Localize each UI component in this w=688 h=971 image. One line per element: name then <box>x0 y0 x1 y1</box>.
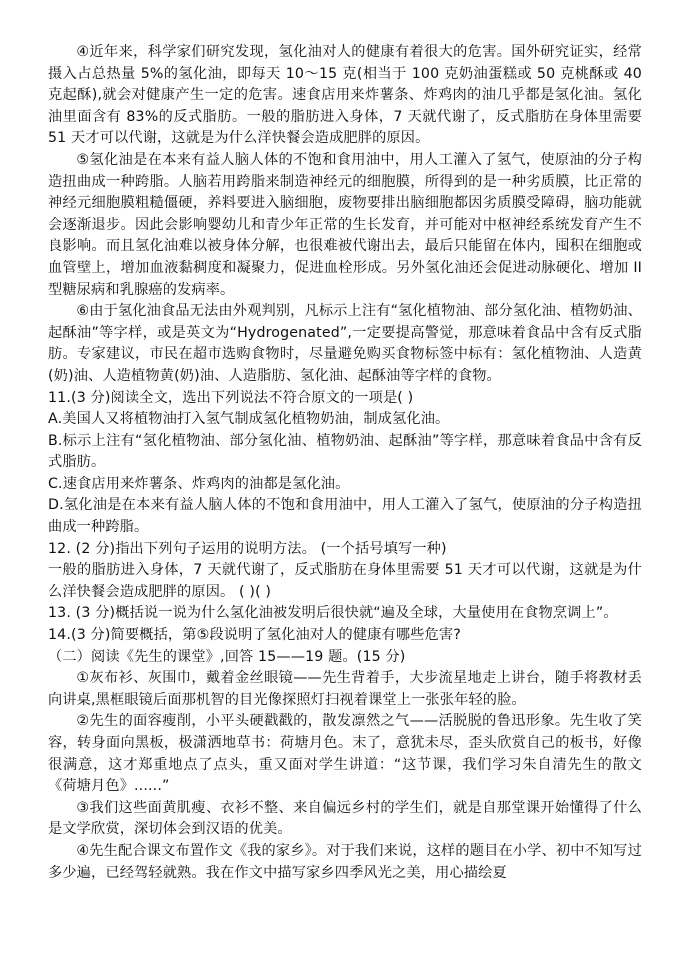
question-12: 12. (2 分)指出下列句子运用的说明方法。 (一个括号填写一种) <box>48 540 447 557</box>
section-2-heading: （二）阅读《先生的课堂》,回答 15——19 题。(15 分) <box>48 648 406 665</box>
story-paragraph-3: ③我们这些面黄肌瘦、衣衫不整、来自偏远乡村的学生们，就是自那堂课开始懂得了什么是文学欣赏，深切体会到汉语的优美。 <box>48 799 642 838</box>
question-14: 14.(3 分)简要概括，第⑤段说明了氢化油对人的健康有哪些危害? <box>48 627 461 644</box>
question-11-option-d: D.氢化油是在本来有益人脑人体的不饱和食用油中，用人工灌入了氢气，使原油的分子构造扭曲成一种跨脂。 <box>48 497 642 536</box>
question-13: 13. (3 分)概括说一说为什么氢化油被发明后很快就“遍及全球，大量使用在食物烹调上”。 <box>48 605 618 622</box>
paragraph-5: ⑤氢化油是在本来有益人脑人体的不饱和食用油中，用人工灌入了氢气，使原油的分子构造扭曲成一种跨脂。人脑若用跨脂来制造神经元的细胞膜，所得到的是一种劣质膜，比正常的神经元细胞膜粗糙僵硬，养料要进入脑细胞，废物要排出脑细胞都因劣质膜受障碍，脑功能就会逐渐退步。因此会影响婴幼儿和青少年正常的生长发育，并可能对中枢神经系统发育产生不良影响。而且氢化油难以被身体分解，也很难被代谢出去，最后只能留在体内，囤积在细胞或血管壁上，增加血液黏稠度和凝聚力，促进血栓形成。另外氢化油还会促进动脉硬化、增加 II 型糖尿病和乳腺癌的发病率。 <box>48 151 642 298</box>
question-11-option-c: C.速食店用来炸薯条、炸鸡肉的油都是氢化油。 <box>48 475 350 492</box>
question-11-option-b: B.标示上注有“氢化植物油、部分氢化油、植物奶油、起酥油”等字样，那意味着食品中含有反式脂肪。 <box>48 432 642 471</box>
question-11-option-a: A.美国人又将植物油打入氢气制成氢化植物奶油，制成氢化油。 <box>48 411 450 428</box>
paragraph-6: ⑥由于氢化油食品无法由外观判别，凡标示上注有“氢化植物油、部分氢化油、植物奶油、起酥油”等字样，或是英文为“Hydrogenated”,一定要提高警觉，那意味着食品中含有反式脂肪。专家建议，市民在超市选购食物时，尽量避免购买食物标签中标有：氢化植物油、人造黄(奶)油、人造植物黄(奶)油、人造脂肪、氢化油、起酥油等字样的食物。 <box>48 303 642 384</box>
story-paragraph-4: ④先生配合课文布置作文《我的家乡》。对于我们来说，这样的题目在小学、初中不知写过多少遍，已经驾轻就熟。我在作文中描写家乡四季风光之美，用心描绘夏 <box>48 842 642 881</box>
story-paragraph-2: ②先生的面容瘦削，小平头硬戳戳的，散发凛然之气——活脱脱的鲁迅形象。先生收了笑容，转身面向黑板，极潇洒地草书：荷塘月色。末了，意犹未尽，歪头欣赏自己的板书，好像很满意，这才郑重地点了点头，重又面对学生讲道：“这节课，我们学习朱自清先生的散文《荷塘月色》......” <box>48 713 642 795</box>
question-11: 11.(3 分)阅读全文，选出下列说法不符合原文的一项是( ) <box>48 389 414 406</box>
paragraph-4: ④近年来，科学家们研究发现，氢化油对人的健康有着很大的危害。国外研究证实，经常摄入占总热量 5%的氢化油，即每天 10～15 克(相当于 100 克奶油蛋糕或 50 克桃酥或 40 克起酥),就会对健康产生一定的危害。速食店用来炸薯条、炸鸡肉的油几乎都是氢化油。氢化油里面含有 83%的反式脂肪。一般的脂肪进入身体，7 天就代谢了，反式脂肪在身体里需要 51 天才可以代谢，这就是为什么洋快餐会造成肥胖的原因。 <box>48 44 642 147</box>
question-12-sentence: 一般的脂肪进入身体，7 天就代谢了，反式脂肪在身体里需要 51 天才可以代谢，这就是为什么洋快餐会造成肥胖的原因。 ( )( ) <box>48 562 642 600</box>
document-page <box>48 42 642 884</box>
story-paragraph-1: ①灰布衫、灰围巾，戴着金丝眼镜——先生背着手，大步流星地走上讲台，随手将教材丢向讲桌,黑框眼镜后面那机智的目光像探照灯扫视着课堂上一张张年轻的脸。 <box>48 670 642 708</box>
